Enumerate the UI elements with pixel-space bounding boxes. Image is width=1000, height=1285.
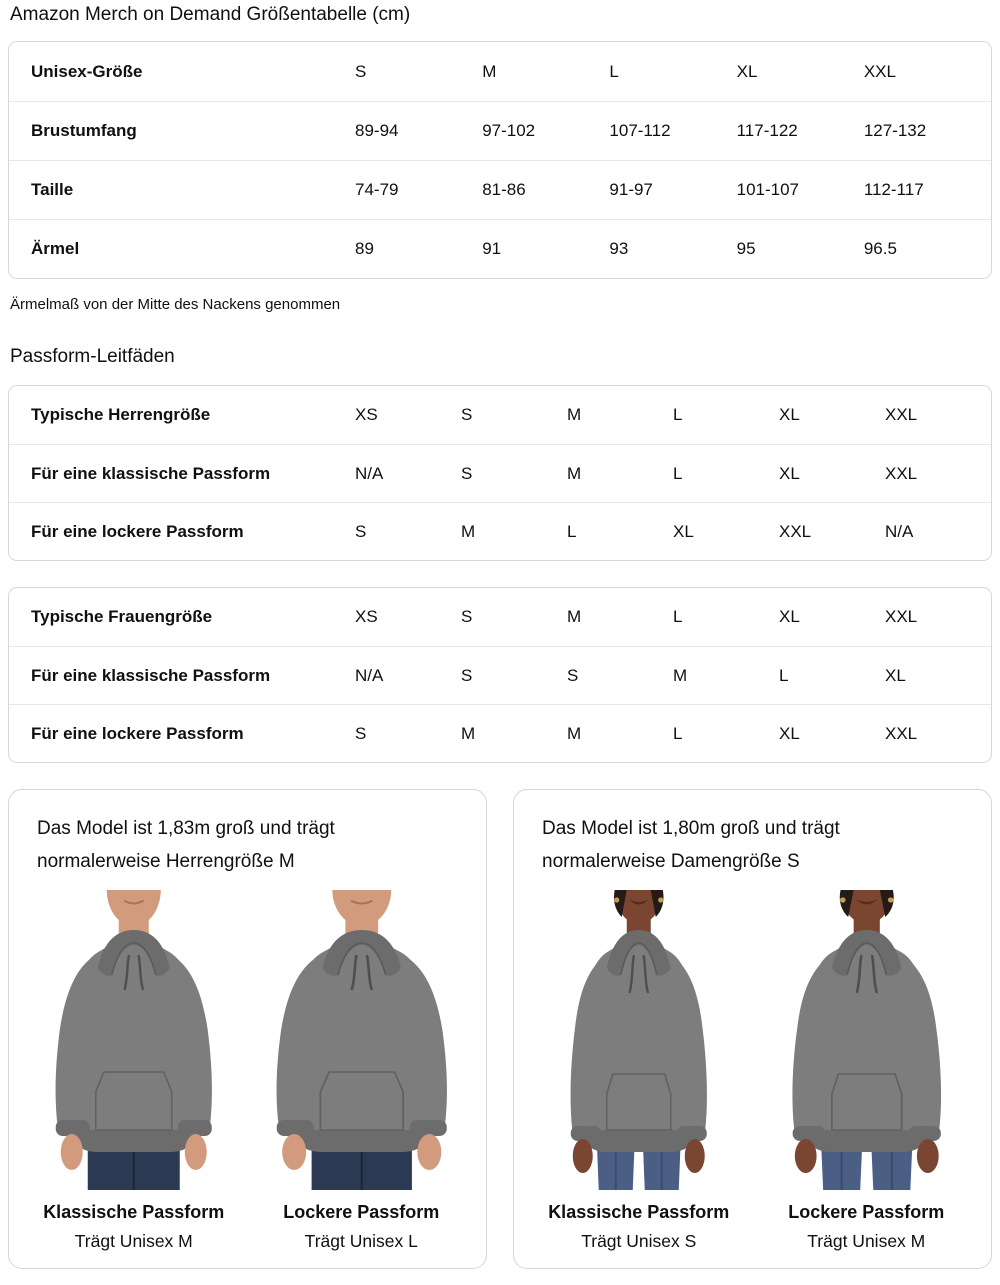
men-model-card [8,789,487,1269]
men-model-description: Das Model ist 1,83m groß und trägt normalerweise Herrengröße M [37,818,335,872]
size-cell: 127-132 [863,121,927,140]
worn-size-label: Trägt Unisex M [807,1231,926,1251]
model-cards-row [8,789,992,1269]
size-cell: N/A [355,463,384,483]
fit-label: Klassische Passform [548,1202,730,1222]
size-cell: L [673,405,683,424]
table-row [9,646,991,704]
men-classic-fit-model [31,890,237,1252]
unisex-size-table [8,41,992,279]
size-col-header: XL [736,61,758,81]
size-cell: 101-107 [736,180,799,199]
row-label: Brustumfang [31,121,137,140]
size-cell: 95 [736,239,756,258]
size-cell: XL [779,405,800,424]
table-row [9,219,991,278]
size-cell: XXL [779,521,812,541]
size-col-header: M [482,61,497,81]
size-cell: L [673,463,683,483]
size-col-header: L [609,61,619,81]
men-loose-fit-model [259,890,465,1252]
size-cell: XS [355,405,378,424]
size-cell: L [673,607,683,626]
size-cell: S [355,723,367,743]
size-cell: XL [779,723,800,743]
size-cell: M [567,723,582,743]
size-col-header: XXL [863,61,896,81]
women-loose-hoodie-photo [754,890,978,1190]
row-label: Typische Frauengröße [31,607,213,626]
size-cell: S [461,463,473,483]
size-cell: S [461,405,473,424]
size-cell: XL [673,521,694,541]
table-row [9,588,991,646]
worn-size-label: Trägt Unisex S [581,1231,697,1251]
row-label: Für eine klassische Passform [31,665,271,685]
women-classic-hoodie-photo [536,890,742,1190]
size-cell: M [461,723,476,743]
size-cell: 117-122 [736,121,798,140]
size-cell: 81-86 [482,180,526,199]
men-classic-hoodie-photo [31,890,237,1190]
table-row [9,502,991,560]
size-cell: XL [885,665,906,685]
size-cell: S [567,665,579,685]
sleeve-measure-note: Ärmelmaß von der Mitte des Nackens genommen [10,296,341,313]
size-cell: XXL [885,405,918,424]
size-cell: 112-117 [863,180,924,199]
size-cell: XS [355,607,378,626]
size-cell: 97-102 [482,121,536,140]
size-cell: XL [779,463,800,483]
table-row [9,101,991,160]
size-cell: S [461,607,473,626]
size-cell: 93 [609,239,629,258]
women-classic-fit-model [536,890,742,1252]
size-cell: S [461,665,473,685]
worn-size-label: Trägt Unisex M [74,1231,193,1251]
size-cell: 74-79 [355,180,399,199]
size-cell: 91-97 [609,180,653,199]
size-cell: XXL [885,723,918,743]
size-col-header: S [355,61,367,81]
row-label: Typische Herrengröße [31,405,211,424]
row-label: Für eine klassische Passform [31,463,271,483]
men-models [31,890,464,1252]
women-model-card [513,789,992,1269]
row-label: Ärmel [31,239,80,258]
size-cell: 107-112 [609,121,671,140]
women-fit-table [8,587,992,763]
women-loose-fit-model [764,890,970,1252]
size-cell: N/A [885,521,914,541]
women-model-description: Das Model ist 1,80m groß und trägt normalerweise Damengröße S [542,818,840,872]
size-cell: M [567,405,582,424]
row-label: Für eine lockere Passform [31,723,244,743]
fit-guides-title: Passform-Leitfäden [10,346,175,367]
fit-label: Klassische Passform [43,1202,225,1222]
table-row [9,444,991,502]
size-cell: M [673,665,688,685]
fit-label: Lockere Passform [283,1202,440,1222]
page-title: Amazon Merch on Demand Größentabelle (cm) [10,4,411,25]
size-cell: L [779,665,789,685]
size-cell: L [673,723,683,743]
size-cell: L [567,521,577,541]
row-label: Unisex-Größe [31,61,143,81]
size-cell: 91 [482,239,502,258]
row-label: Für eine lockere Passform [31,521,244,541]
size-cell: N/A [355,665,384,685]
men-loose-hoodie-photo [249,890,473,1190]
fit-label: Lockere Passform [788,1202,945,1222]
worn-size-label: Trägt Unisex L [304,1231,418,1251]
size-cell: 89 [355,239,374,258]
men-fit-table [8,385,992,561]
table-row [9,386,991,444]
size-cell: XXL [885,607,918,626]
size-cell: M [567,463,582,483]
women-models [536,890,969,1252]
size-cell: S [355,521,367,541]
size-cell: M [461,521,476,541]
size-cell: XXL [885,463,918,483]
size-cell: XL [779,607,800,626]
table-row [9,704,991,762]
size-cell: 89-94 [355,121,399,140]
table-row [9,160,991,219]
table-row [9,42,991,101]
size-cell: M [567,607,582,626]
row-label: Taille [31,180,74,199]
size-cell: 96.5 [863,239,897,258]
